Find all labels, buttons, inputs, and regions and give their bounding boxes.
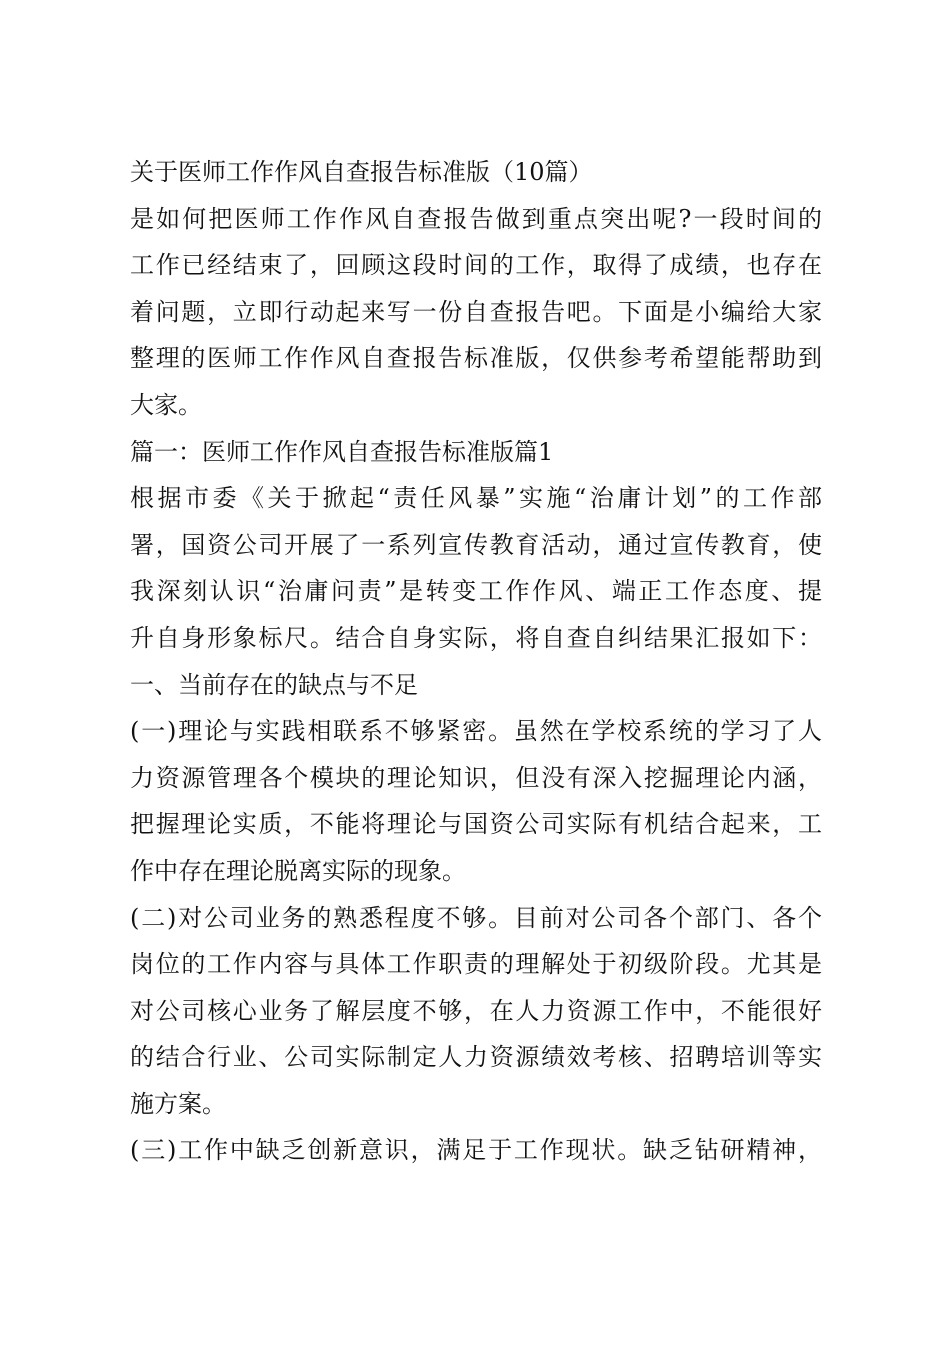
text-line: 篇一：医师工作作风自查报告标准版篇1 (130, 437, 554, 466)
text-line: 整理的医师工作作风自查报告标准版，仅供参考希望能帮助到 (130, 344, 822, 373)
text-line: (二)对公司业务的熟悉程度不够。目前对公司各个部门、各个 (130, 903, 822, 932)
text-line: (三)工作中缺乏创新意识，满足于工作现状。缺乏钻研精神， (130, 1136, 822, 1165)
text-line: 作中存在理论脱离实际的现象。 (130, 856, 466, 885)
text-line: 根据市委《关于掀起“责任风暴”实施“治庸计划”的工作部 (130, 484, 822, 513)
text-line: 是如何把医师工作作风自查报告做到重点突出呢?一段时间的 (130, 204, 822, 233)
document-title: 关于医师工作作风自查报告标准版（10篇） (130, 158, 593, 186)
text-line: 力资源管理各个模块的理论知识，但没有深入挖掘理论内涵， (130, 763, 822, 792)
document-body (130, 154, 822, 1179)
text-line: 大家。 (130, 390, 202, 419)
text-line: 的结合行业、公司实际制定人力资源绩效考核、招聘培训等实 (130, 1043, 822, 1072)
text-line: 我深刻认识“治庸问责”是转变工作作风、端正工作态度、提 (130, 577, 822, 606)
document-paragraphs (130, 201, 822, 1179)
text-line: 署，国资公司开展了一系列宣传教育活动，通过宣传教育，使 (130, 530, 822, 559)
text-line: 一、当前存在的缺点与不足 (130, 670, 418, 699)
text-line: 着问题，立即行动起来写一份自查报告吧。下面是小编给大家 (130, 297, 822, 326)
text-line: 对公司核心业务了解层度不够，在人力资源工作中，不能很好 (130, 996, 822, 1025)
text-line: 岗位的工作内容与具体工作职责的理解处于初级阶段。尤其是 (130, 950, 822, 979)
text-line: 把握理论实质，不能将理论与国资公司实际有机结合起来，工 (130, 810, 822, 839)
text-line: 工作已经结束了，回顾这段时间的工作，取得了成绩，也存在 (130, 251, 822, 280)
text-line: (一)理论与实践相联系不够紧密。虽然在学校系统的学习了人 (130, 717, 822, 746)
text-line: 升自身形象标尺。结合自身实际，将自查自纠结果汇报如下： (130, 623, 822, 652)
text-line: 施方案。 (130, 1089, 226, 1118)
